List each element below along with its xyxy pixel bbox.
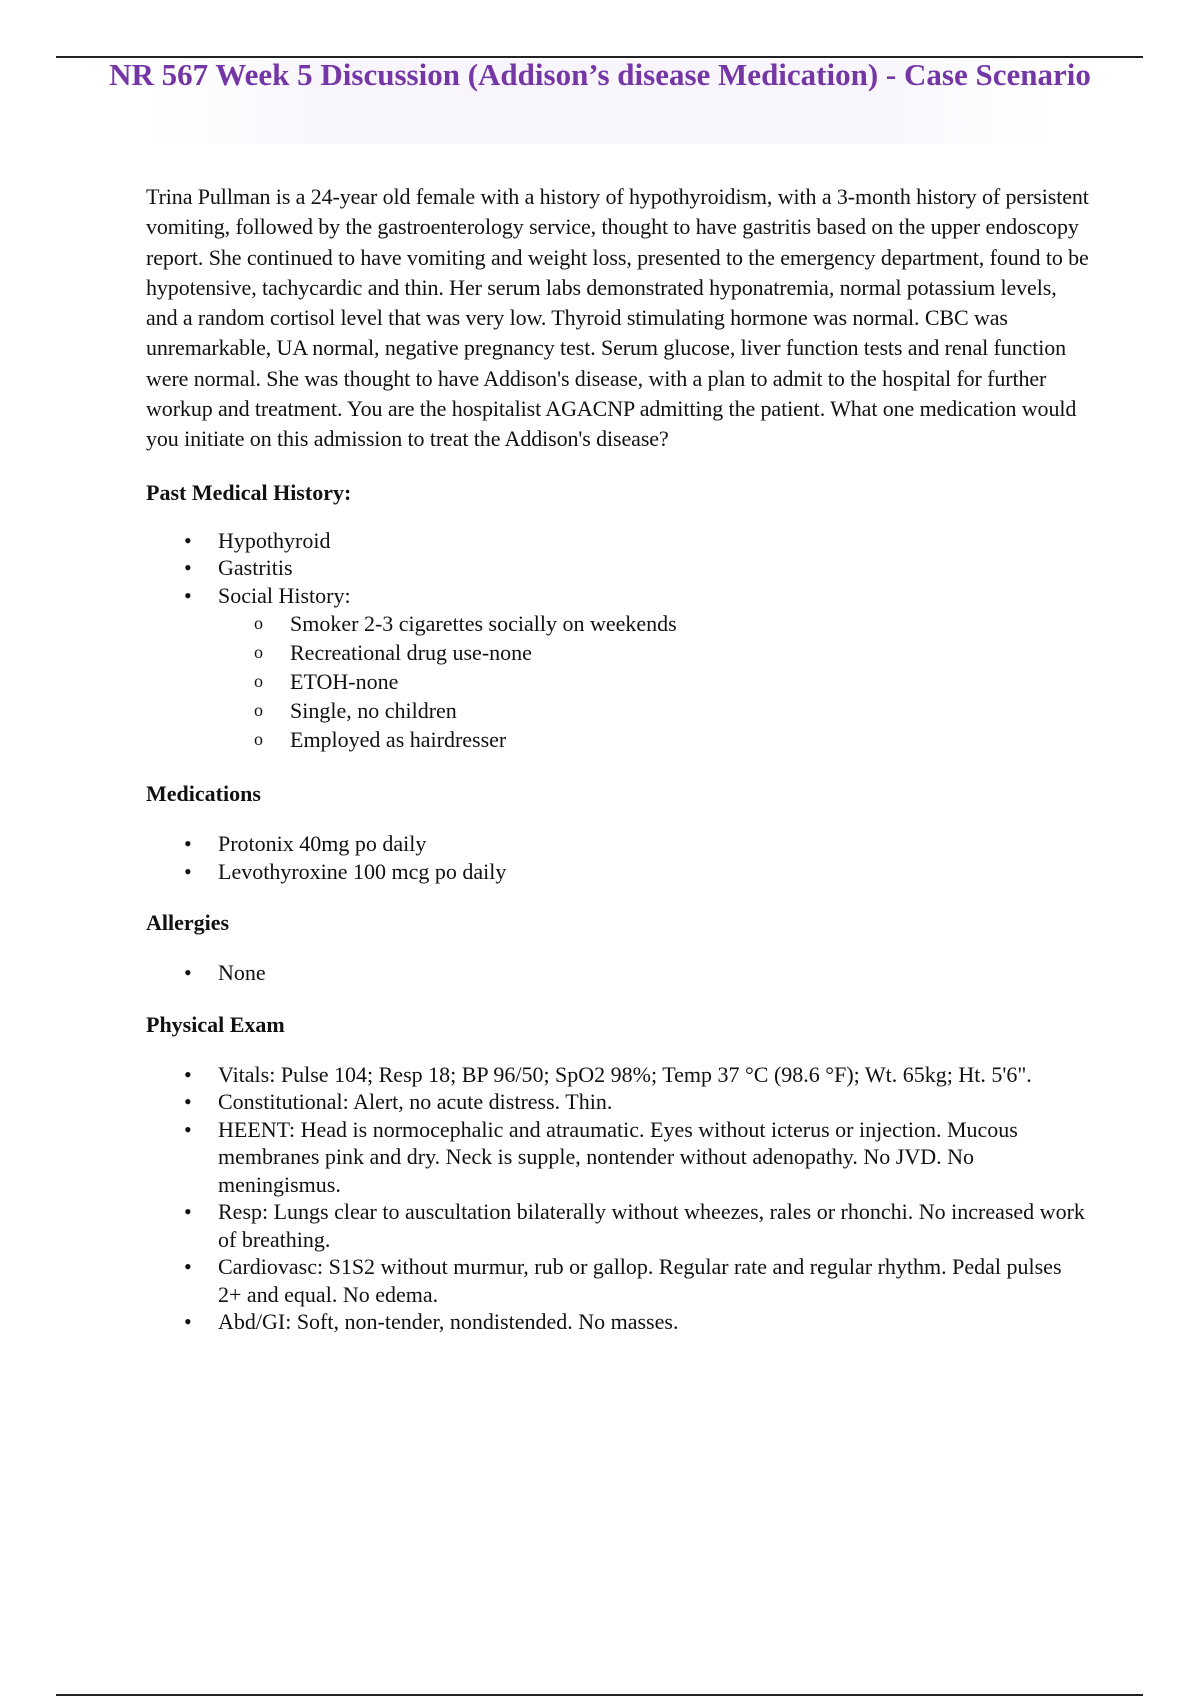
list-item	[184, 830, 1092, 858]
bullet-icon: •	[184, 831, 192, 857]
list-item	[184, 1253, 1088, 1308]
exam-item-heent: HEENT: Head is normocephalic and atraumatic. Eyes without icterus or injection. Mucous membranes pink and dry. Neck is supple, nontender without adenopathy. No JVD. No meningismus.	[218, 1116, 1018, 1197]
list-item	[184, 1116, 1088, 1199]
bullet-icon: •	[184, 960, 192, 986]
bullet-icon: •	[184, 527, 192, 553]
bullet-icon: •	[184, 1116, 192, 1142]
social-history-list	[218, 609, 1092, 754]
pmh-item: Hypothyroid	[218, 527, 331, 553]
social-history-item: Recreational drug use-none	[290, 640, 532, 666]
bullet-icon: •	[184, 1061, 192, 1087]
circle-bullet-icon: o	[254, 671, 263, 692]
list-item	[184, 858, 1092, 886]
bullet-icon: •	[184, 582, 192, 608]
exam-item-constitutional: Constitutional: Alert, no acute distress. Thin.	[218, 1089, 613, 1115]
list-item	[184, 1198, 1088, 1253]
list-item	[254, 667, 1092, 696]
bullet-icon: •	[184, 1309, 192, 1335]
list-item	[254, 638, 1092, 667]
list-item	[184, 1061, 1088, 1089]
physical-exam-list	[146, 1061, 1088, 1336]
social-history-item: ETOH-none	[290, 669, 399, 695]
bullet-icon: •	[184, 555, 192, 581]
bullet-icon: •	[184, 1254, 192, 1280]
social-history-item: Smoker 2-3 cigarettes socially on weekends	[290, 611, 677, 637]
allergies-heading: Allergies	[146, 910, 230, 936]
pmh-item: Gastritis	[218, 555, 293, 581]
list-item	[184, 554, 1092, 582]
exam-item-vitals: Vitals: Pulse 104; Resp 18; BP 96/50; SpO2 98%; Temp 37 °C (98.6 °F); Wt. 65kg; Ht. 5'6".	[218, 1061, 1032, 1087]
medications-list	[146, 830, 1092, 885]
bullet-icon: •	[184, 858, 192, 884]
medication-item: Levothyroxine 100 mcg po daily	[218, 858, 507, 884]
case-description: Trina Pullman is a 24-year old female with a history of hypothyroidism, with a 3-month history of persistent vomiting, followed by the gastroenterology service, thought to have gastritis based on the upper endoscopy report. She continued to have vomiting and weight loss, presented to the emergency department, found to be hypotensive, tachycardic and thin. Her serum labs demonstrated hyponatremia, normal potassium levels, and a random cortisol level that was very low. Thyroid stimulating hormone was normal. CBC was unremarkable, UA normal, negative pregnancy test. Serum glucose, liver function tests and renal function were normal. She was thought to have Addison's disease, with a plan to admit to the hospital for further workup and treatment. You are the hospitalist AGACNP admitting the patient. What one medication would you initiate on this admission to treat the Addison's disease?	[146, 184, 1089, 452]
bullet-icon: •	[184, 1089, 192, 1115]
exam-item-cardiovasc: Cardiovasc: S1S2 without murmur, rub or gallop. Regular rate and regular rhythm. Pedal pulses 2+ and equal. No edema.	[218, 1254, 1062, 1307]
circle-bullet-icon: o	[254, 613, 263, 634]
list-item	[254, 696, 1092, 725]
medications-heading: Medications	[146, 781, 261, 807]
physical-exam-heading: Physical Exam	[146, 1011, 285, 1037]
list-item	[254, 725, 1092, 754]
allergies-list	[146, 959, 1092, 987]
list-item	[184, 1088, 1088, 1116]
exam-item-abd: Abd/GI: Soft, non-tender, nondistended. No masses.	[218, 1309, 679, 1335]
exam-item-resp: Resp: Lungs clear to auscultation bilaterally without wheezes, rales or rhonchi. No increased work of breathing.	[218, 1199, 1085, 1252]
list-item	[184, 1308, 1088, 1336]
circle-bullet-icon: o	[254, 729, 263, 750]
document-body	[146, 182, 1092, 1336]
pmh-item: Social History:	[218, 582, 351, 608]
list-item	[184, 582, 1092, 755]
medication-item: Protonix 40mg po daily	[218, 831, 427, 857]
social-history-item: Employed as hairdresser	[290, 727, 507, 753]
circle-bullet-icon: o	[254, 700, 263, 721]
allergy-item: None	[218, 960, 266, 986]
bullet-icon: •	[184, 1199, 192, 1225]
document-title: NR 567 Week 5 Discussion (Addison’s disease Medication) - Case Scenario	[109, 57, 1091, 92]
past-medical-history-heading: Past Medical History:	[146, 479, 352, 505]
social-history-item: Single, no children	[290, 698, 457, 724]
circle-bullet-icon: o	[254, 642, 263, 663]
list-item	[254, 609, 1092, 638]
list-item	[184, 527, 1092, 555]
bottom-rule	[56, 1694, 1143, 1696]
list-item	[184, 959, 1092, 987]
past-medical-history-list	[146, 527, 1092, 755]
